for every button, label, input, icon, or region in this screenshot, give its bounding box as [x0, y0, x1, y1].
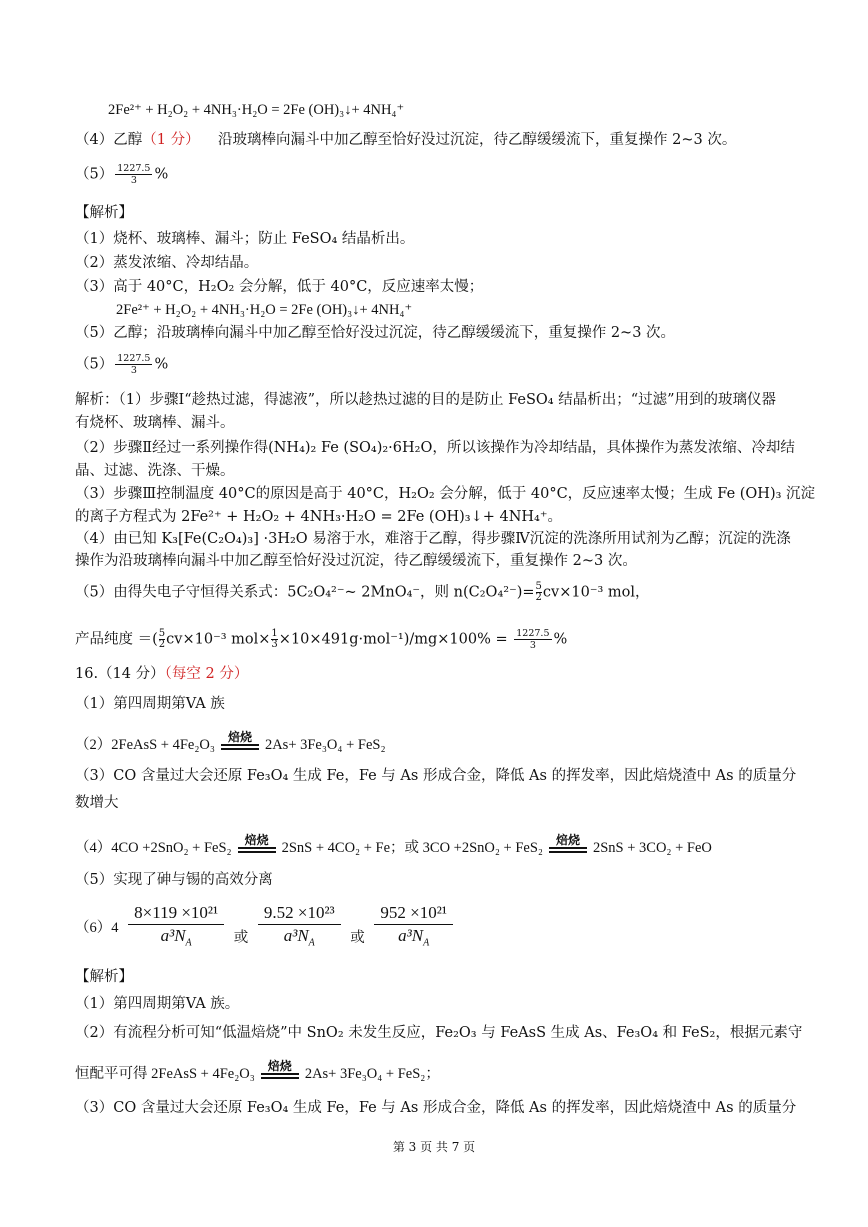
- fraction-numerator: 8×119 ×10²¹: [128, 902, 224, 925]
- analysis-line: 解析：（1）步骤Ⅰ“趁热过滤，得滤液”，所以趁热过滤的目的是防止 FeSO₄ 结晶析出；“过滤”用到的玻璃仪器: [75, 392, 777, 408]
- fraction-denominator: 2: [535, 592, 542, 603]
- subscript-a: A: [423, 937, 430, 949]
- fraction: [536, 582, 542, 603]
- fraction-denominator: 2: [158, 639, 166, 650]
- analysis-line: （3）高于 40°C，H₂O₂ 会分解，低于 40°C，反应速率太慢；: [75, 279, 484, 295]
- page-footer: 第 3 页 共 7 页: [392, 1140, 476, 1154]
- fraction: [115, 163, 152, 186]
- formula-text: ×10×491g·mol⁻¹)/mg×100% =: [278, 631, 508, 648]
- reaction-text: 2SnS + 3CO₂ + FeO: [592, 840, 712, 856]
- fraction-denominator: 3: [529, 640, 536, 651]
- analysis-line: 有烧杯、玻璃棒、漏斗。: [75, 415, 235, 431]
- fraction-numerator: 1227.5: [516, 628, 550, 639]
- fraction-denominator: 3: [271, 639, 278, 650]
- analysis-line: （1）烧杯、玻璃棒、漏斗；防止 FeSO₄ 结晶析出。: [75, 231, 415, 247]
- analysis-line: （2）有流程分析可知“低温焙烧”中 SnO₂ 未发生反应，Fe₂O₃ 与 FeAsS 生成 As、Fe₃O₄ 和 FeS₂，根据元素守: [75, 1025, 803, 1041]
- answer-4: [75, 130, 736, 150]
- analysis-line: 的离子方程式为 2Fe²⁺ + H₂O₂ + 4NH₃·H₂O = 2Fe (OH)₃↓+ 4NH₄⁺。: [75, 509, 563, 525]
- analysis-line: （2）蒸发浓缩、冷却结晶。: [75, 255, 259, 271]
- question-number: 16.（14 分）: [75, 666, 165, 682]
- reaction-line: [75, 1058, 440, 1085]
- analysis-line: （1）第四周期第VA 族。: [75, 996, 240, 1012]
- or-text: 或: [350, 930, 365, 946]
- section-heading: 【解析】: [75, 969, 133, 985]
- fraction: [159, 629, 165, 650]
- fraction-denominator: a³N: [283, 926, 309, 946]
- purity-formula: [75, 628, 567, 651]
- score-note: （1 分）: [142, 132, 200, 148]
- reaction-condition: 焙烧: [244, 832, 269, 847]
- subscript-a: A: [185, 937, 192, 949]
- percent-sign: %: [154, 166, 169, 183]
- reaction-arrow: [547, 832, 589, 859]
- reaction-line: [75, 729, 386, 756]
- analysis-text: （5）由得失电子守恒得关系式：5C₂O₄²⁻~ 2MnO₄⁻，则 n(C₂O₄²⁻)=: [75, 584, 535, 601]
- fraction: [514, 628, 551, 651]
- reaction-text: 恒配平可得 2FeAsS + 4Fe₂O₃: [75, 1066, 255, 1082]
- score-note: （每空 2 分）: [164, 666, 249, 682]
- reaction-text: 2As+ 3Fe₃O₄ + FeS₂；: [304, 1066, 440, 1082]
- reaction-line: [75, 832, 712, 859]
- reaction-text: （4）4CO +2SnO₂ + FeS₂: [75, 840, 232, 856]
- analysis-line: （3）CO 含量过大会还原 Fe₃O₄ 生成 Fe，Fe 与 As 形成合金，降低 As 的挥发率，因此焙烧渣中 As 的质量分: [75, 1100, 797, 1116]
- reaction-text: 2SnS + 4CO₂ + Fe；或 3CO +2SnO₂ + FeS₂: [281, 840, 543, 856]
- fraction-numerator: 5: [535, 581, 542, 592]
- reaction-arrow: [259, 1058, 301, 1085]
- analysis-line: （2）步骤Ⅱ经过一系列操作得(NH₄)₂ Fe (SO₄)₂·6H₂O，所以该操作为冷却结晶，具体操作为蒸发浓缩、冷却结: [75, 440, 795, 456]
- formula-text: 产品纯度 ＝(: [75, 631, 158, 648]
- fraction-numerator: 952 ×10²¹: [374, 902, 453, 925]
- fraction-denominator: a³N: [160, 926, 186, 946]
- fraction-denominator: 3: [130, 175, 137, 186]
- subscript-a: A: [308, 937, 315, 949]
- analysis-line: 操作为沿玻璃棒向漏斗中加乙醇至恰好没过沉淀，待乙醇缓缓流下，重复操作 2~3 次。: [75, 553, 637, 569]
- answer-line: 数增大: [75, 795, 119, 811]
- analysis-text: cv×10⁻³ mol，: [542, 584, 650, 601]
- answer-line: （5）实现了砷与锡的高效分离: [75, 872, 273, 888]
- equation-line: 2Fe²⁺ + H₂O₂ + 4NH₃·H₂O = 2Fe (OH)₃↓+ 4NH₄⁺: [108, 102, 405, 118]
- fraction-denominator: a³N: [398, 926, 424, 946]
- fraction-numerator: 1227.5: [117, 163, 151, 174]
- fraction-numerator: 1227.5: [117, 353, 151, 364]
- reaction-arrow: [219, 729, 261, 756]
- answer-label: （6）4: [75, 920, 119, 936]
- answer-label: （5）: [75, 356, 114, 373]
- analysis-line: 晶、过滤、洗涤、干燥。: [75, 463, 235, 479]
- reaction-condition: 焙烧: [227, 729, 252, 744]
- analysis-line: （3）步骤Ⅲ控制温度 40°C的原因是高于 40°C，H₂O₂ 会分解，低于 40°C，反应速率太慢；生成 Fe (OH)₃ 沉淀: [75, 486, 816, 502]
- section-heading: 【解析】: [75, 205, 133, 221]
- answer-text: 沿玻璃棒向漏斗中加乙醇至恰好没过沉淀，待乙醇缓缓流下，重复操作 2~3 次。: [218, 132, 737, 148]
- fraction-denominator: 3: [130, 365, 137, 376]
- answer-label: （5）: [75, 166, 114, 183]
- reaction-text: 2As+ 3Fe₃O₄ + FeS₂: [264, 737, 386, 753]
- fraction: [115, 353, 152, 376]
- percent-sign: %: [553, 631, 568, 648]
- analysis-line: （4）由已知 K₃[Fe(C₂O₄)₃] ·3H₂O 易溶于水，难溶于乙醇，得步骤Ⅳ沉淀的洗涤所用试剂为乙醇；沉淀的洗涤: [75, 531, 791, 547]
- reaction-condition: 焙烧: [555, 832, 580, 847]
- fraction-numerator: 1: [271, 628, 278, 639]
- reaction-arrow: [236, 832, 278, 859]
- density-fraction: [128, 902, 224, 954]
- analysis-line: （5）乙醇；沿玻璃棒向漏斗中加乙醇至恰好没过沉淀，待乙醇缓缓流下，重复操作 2~3 次。: [75, 325, 676, 341]
- answer-5: [75, 353, 168, 376]
- reaction-condition: 焙烧: [267, 1058, 292, 1073]
- fraction-numerator: 9.52 ×10²³: [258, 902, 341, 925]
- answer-text: （4）乙醇: [75, 132, 143, 148]
- or-text: 或: [233, 930, 249, 946]
- formula-text: cv×10⁻³ mol×: [166, 631, 271, 648]
- percent-sign: %: [154, 356, 169, 373]
- fraction-numerator: 5: [158, 628, 166, 639]
- answer-5: [75, 163, 168, 186]
- reaction-text: （2）2FeAsS + 4Fe₂O₃: [75, 737, 215, 753]
- question-16-header: [75, 664, 248, 684]
- fraction: [271, 629, 277, 650]
- answer-line: （1）第四周期第VA 族: [75, 696, 225, 712]
- answer-line: （3）CO 含量过大会还原 Fe₃O₄ 生成 Fe，Fe 与 As 形成合金，降低 As 的挥发率，因此焙烧渣中 As 的质量分: [75, 768, 797, 784]
- equation-line: 2Fe²⁺ + H₂O₂ + 4NH₃·H₂O = 2Fe (OH)₃↓+ 4NH₄⁺: [116, 302, 413, 318]
- density-fraction: [374, 902, 453, 954]
- answer-6: [75, 900, 459, 956]
- density-fraction: [258, 902, 341, 954]
- analysis-line: [75, 582, 650, 603]
